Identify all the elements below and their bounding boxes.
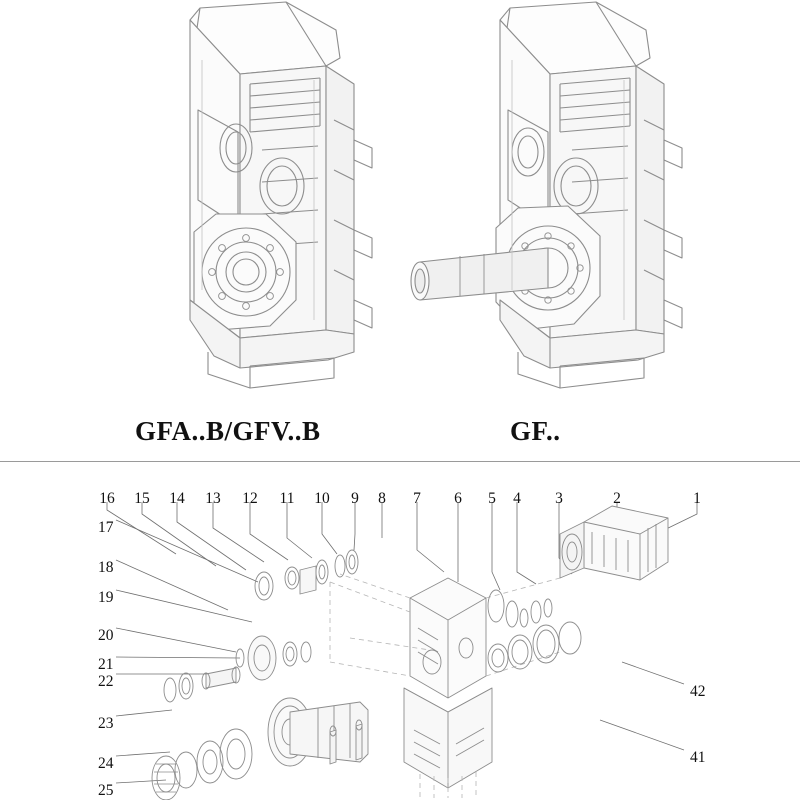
callout-11: 11 <box>279 490 295 507</box>
callout-18: 18 <box>98 559 114 576</box>
callout-1: 1 <box>693 490 701 507</box>
callout-4: 4 <box>513 490 521 507</box>
callout-25: 25 <box>98 782 114 799</box>
callout-5: 5 <box>488 490 496 507</box>
callout-2: 2 <box>613 490 621 507</box>
callout-8: 8 <box>378 490 386 507</box>
callout-6: 6 <box>454 490 462 507</box>
callout-22: 22 <box>98 673 114 690</box>
callout-3: 3 <box>555 490 563 507</box>
callout-23: 23 <box>98 715 114 732</box>
callout-17: 17 <box>98 519 114 536</box>
callout-20: 20 <box>98 627 114 644</box>
callout-10: 10 <box>314 490 330 507</box>
caption-right-gf: GF.. <box>510 416 561 446</box>
exploded-view-region <box>0 462 800 800</box>
callout-12: 12 <box>242 490 258 507</box>
callout-14: 14 <box>169 490 185 507</box>
callout-16: 16 <box>99 490 115 507</box>
caption-left-gfab-gfvb: GFA..B/GFV..B <box>135 416 321 446</box>
callout-41: 41 <box>690 749 706 766</box>
callout-42: 42 <box>690 683 706 700</box>
callout-15: 15 <box>134 490 150 507</box>
callout-7: 7 <box>413 490 421 507</box>
gearbox-drawing-right <box>400 0 700 400</box>
gearbox-drawing-left <box>90 0 390 400</box>
callout-21: 21 <box>98 656 114 673</box>
callout-13: 13 <box>205 490 221 507</box>
callout-9: 9 <box>351 490 359 507</box>
callout-19: 19 <box>98 589 114 606</box>
exploded-parts-drawing <box>0 462 800 800</box>
callout-24: 24 <box>98 755 114 772</box>
